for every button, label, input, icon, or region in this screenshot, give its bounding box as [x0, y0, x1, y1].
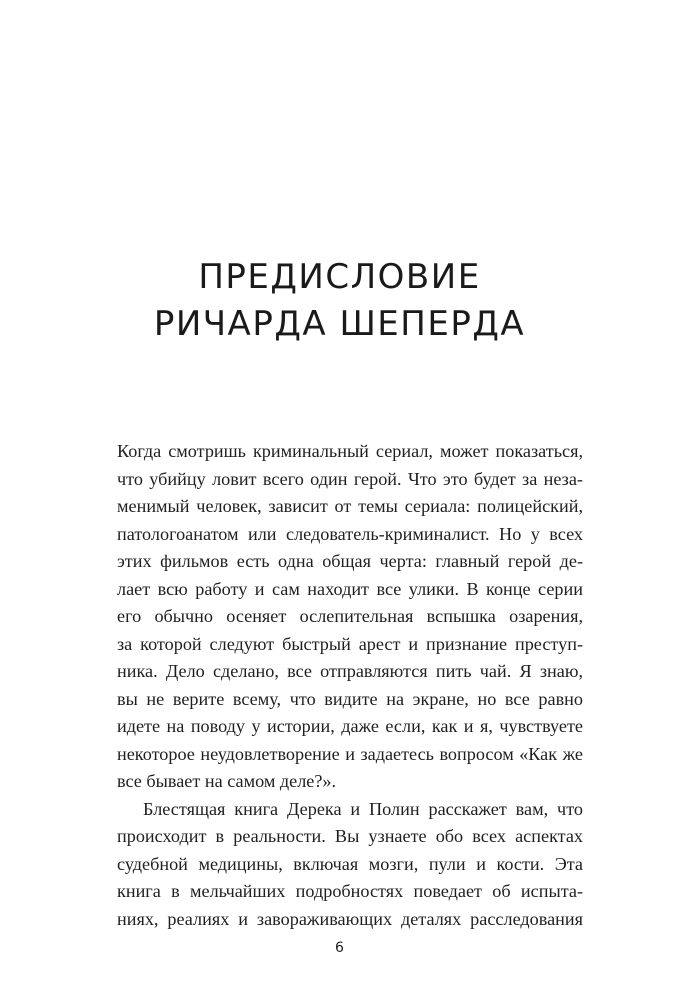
- text-line: менимый человек, зависит от темы сериала: полицейский,: [117, 496, 583, 516]
- text-line: некоторое неудовлетворение и задаетесь вопросом «Как же: [117, 743, 583, 764]
- text-line: все бывает на самом деле?».: [117, 771, 337, 791]
- text-line: патологоанатом или следователь-криминалист. Но у всех: [117, 523, 583, 544]
- text-line: этих фильмов есть одна общая черта: главный герой де-: [117, 551, 583, 571]
- paragraph-2: [117, 796, 583, 934]
- text-line: судебной медицины, включая мозги, пули и кости. Эта: [117, 853, 583, 874]
- paragraph-1: [117, 438, 583, 796]
- chapter-title-line-1: ПРЕДИСЛОВИЕ: [198, 257, 481, 297]
- page-number: 6: [335, 940, 344, 956]
- text-line: вы не верите всему, что видите на экране, но все равно: [117, 688, 583, 709]
- chapter-title: [0, 254, 679, 348]
- chapter-title-line-2: РИЧАРДА ШЕПЕРДА: [153, 304, 526, 344]
- text-line: ниях, реалиях и завораживающих деталях расследования: [117, 908, 583, 929]
- text-line: происходит в реальности. Вы узнаете обо всех аспектах: [117, 826, 583, 846]
- text-line: лает всю работу и сам находит все улики. В конце серии: [117, 578, 583, 599]
- text-line: Блестящая книга Дерека и Полин расскажет вам, что: [143, 798, 583, 819]
- text-line: за которой следуют быстрый арест и признание преступ-: [117, 633, 583, 654]
- text-line: ника. Дело сделано, все отправляются пить чай. Я знаю,: [117, 661, 583, 681]
- text-line: книга в мельчайших подробностях поведает об испыта-: [117, 881, 583, 901]
- text-line: идете на поводу у истории, даже если, как и я, чувствуете: [117, 716, 583, 736]
- text-line: что убийцу ловит всего один герой. Что это будет за неза-: [117, 468, 583, 489]
- text-line: Когда смотришь криминальный сериал, может показаться,: [117, 441, 583, 461]
- text-line: его обычно осеняет ослепительная вспышка озарения,: [117, 606, 583, 626]
- body-text: [117, 438, 583, 933]
